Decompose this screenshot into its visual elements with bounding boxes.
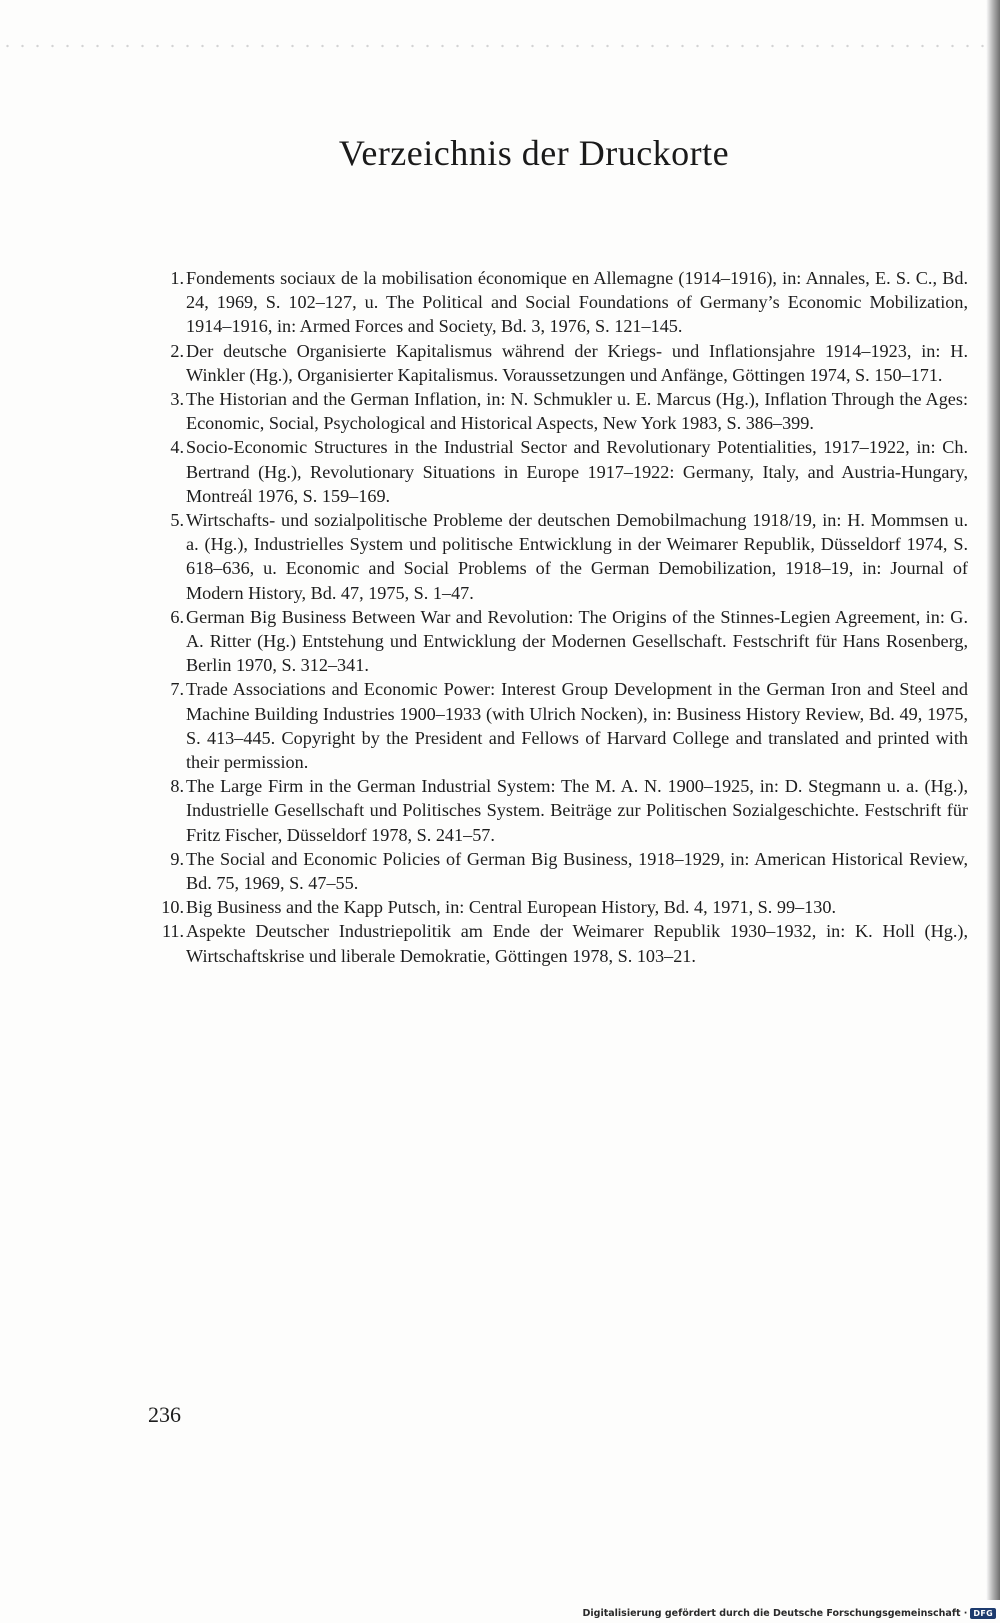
list-item: [150, 847, 968, 895]
dfg-logo: DFG: [970, 1608, 996, 1619]
entry-number: 11.: [161, 921, 184, 942]
entry-number: 8.: [170, 776, 184, 797]
entry-number: 1.: [170, 268, 184, 288]
print-locations-list: [150, 266, 968, 968]
page-number: 236: [148, 1402, 181, 1427]
entry-number: 7.: [170, 679, 184, 700]
scan-edge-right: [986, 0, 1000, 1600]
list-item: [150, 266, 968, 339]
funding-credit: Digitalisierung gefördert durch die Deutsche Forschungsgemeinschaft ·: [582, 1608, 968, 1619]
list-item: [150, 677, 968, 774]
entry-number: 6.: [170, 606, 184, 627]
entry-text: The Social and Economic Policies of German Big Business, 1918–1929, in: American Historical Review, Bd. 75, 1969, S. 47–55.: [186, 848, 968, 894]
entry-text: Fondements sociaux de la mobilisation économique en Allemagne (1914–1916), in: Annales, E. S. C., Bd. 24, 1969, S. 102–127, u. The Political and Social Foundations of Germany’s Economic Mobilization, 1914–1916, in: Armed Forces and Society, Bd. 3, 1976, S. 121–145.: [186, 268, 968, 337]
list-item: [150, 435, 968, 508]
digitization-footer: [583, 1606, 996, 1621]
entry-text: Wirtschafts- und sozialpolitische Probleme der deutschen Demobilmachung 1918/19, in: H. Mommsen u. a. (Hg.), Industrielles System und politische Entwicklung in der Weimarer Republik, Düsseldorf 1974, S. 618–636, u. Economic and Social Problems of the German Demobilization, 1918–19, in: Journal of Modern History, Bd. 47, 1975, S. 1–47.: [186, 510, 968, 603]
list-item: [150, 605, 968, 678]
entry-text: Socio-Economic Structures in the Industrial Sector and Revolutionary Potentialities, 1917–1922, in: Ch. Bertrand (Hg.), Revolutionary Situations in Europe 1917–1922: Germany, Italy, and Austria-Hungary, Montreál 1976, S. 159–169.: [186, 437, 968, 506]
entry-number: 2.: [170, 340, 184, 361]
entry-number: 10.: [161, 897, 184, 918]
list-item: [150, 339, 968, 387]
list-item: [150, 919, 968, 967]
entry-text: The Historian and the German Inflation, in: N. Schmukler u. E. Marcus (Hg.), Inflation Through the Ages: Economic, Social, Psychological and Historical Aspects, New York 1983, S. 386–399.: [186, 389, 968, 434]
scan-edge-top: [0, 44, 1000, 48]
entry-text: Trade Associations and Economic Power: Interest Group Development in the German Iron and Steel and Machine Building Industries 1900–1933 (with Ulrich Nocken), in: Business History Review, Bd. 49, 1975, S. 413–445. Copyright by the President and Fellows of Harvard College and translated and printed with their permission.: [186, 679, 968, 773]
entry-text: Big Business and the Kapp Putsch, in: Central European History, Bd. 4, 1971, S. 99–130.: [186, 897, 836, 918]
entry-number: 9.: [170, 848, 184, 869]
entry-number: 3.: [170, 389, 184, 410]
list-item: [150, 895, 968, 919]
page-title: Verzeichnis der Druckorte: [338, 133, 730, 173]
entry-text: The Large Firm in the German Industrial System: The M. A. N. 1900–1925, in: D. Stegmann u. a. (Hg.), Industrielle Gesellschaft und Politisches System. Beiträge zur Politischen Sozialgeschichte. Festschrift für Fritz Fischer, Düsseldorf 1978, S. 241–57.: [186, 776, 968, 845]
list-item: [150, 508, 968, 605]
entry-number: 4.: [170, 437, 184, 458]
entry-text: Der deutsche Organisierte Kapitalismus während der Kriegs- und Inflationsjahre 1914–1923, in: H. Winkler (Hg.), Organisierter Kapitalismus. Voraussetzungen und Anfänge, Göttingen 1974, S. 150–171.: [186, 340, 968, 385]
entry-text: Aspekte Deutscher Industriepolitik am Ende der Weimarer Republik 1930–1932, in: K. Holl (Hg.), Wirtschaftskrise und liberale Demokratie, Göttingen 1978, S. 103–21.: [186, 921, 968, 966]
entry-number: 5.: [170, 510, 184, 531]
list-item: [150, 774, 968, 847]
list-item: [150, 387, 968, 435]
entry-text: German Big Business Between War and Revolution: The Origins of the Stinnes-Legien Agreement, in: G. A. Ritter (Hg.) Entstehung und Entwicklung der Modernen Gesellschaft. Festschrift für Hans Rosenberg, Berlin 1970, S. 312–341.: [186, 606, 968, 676]
